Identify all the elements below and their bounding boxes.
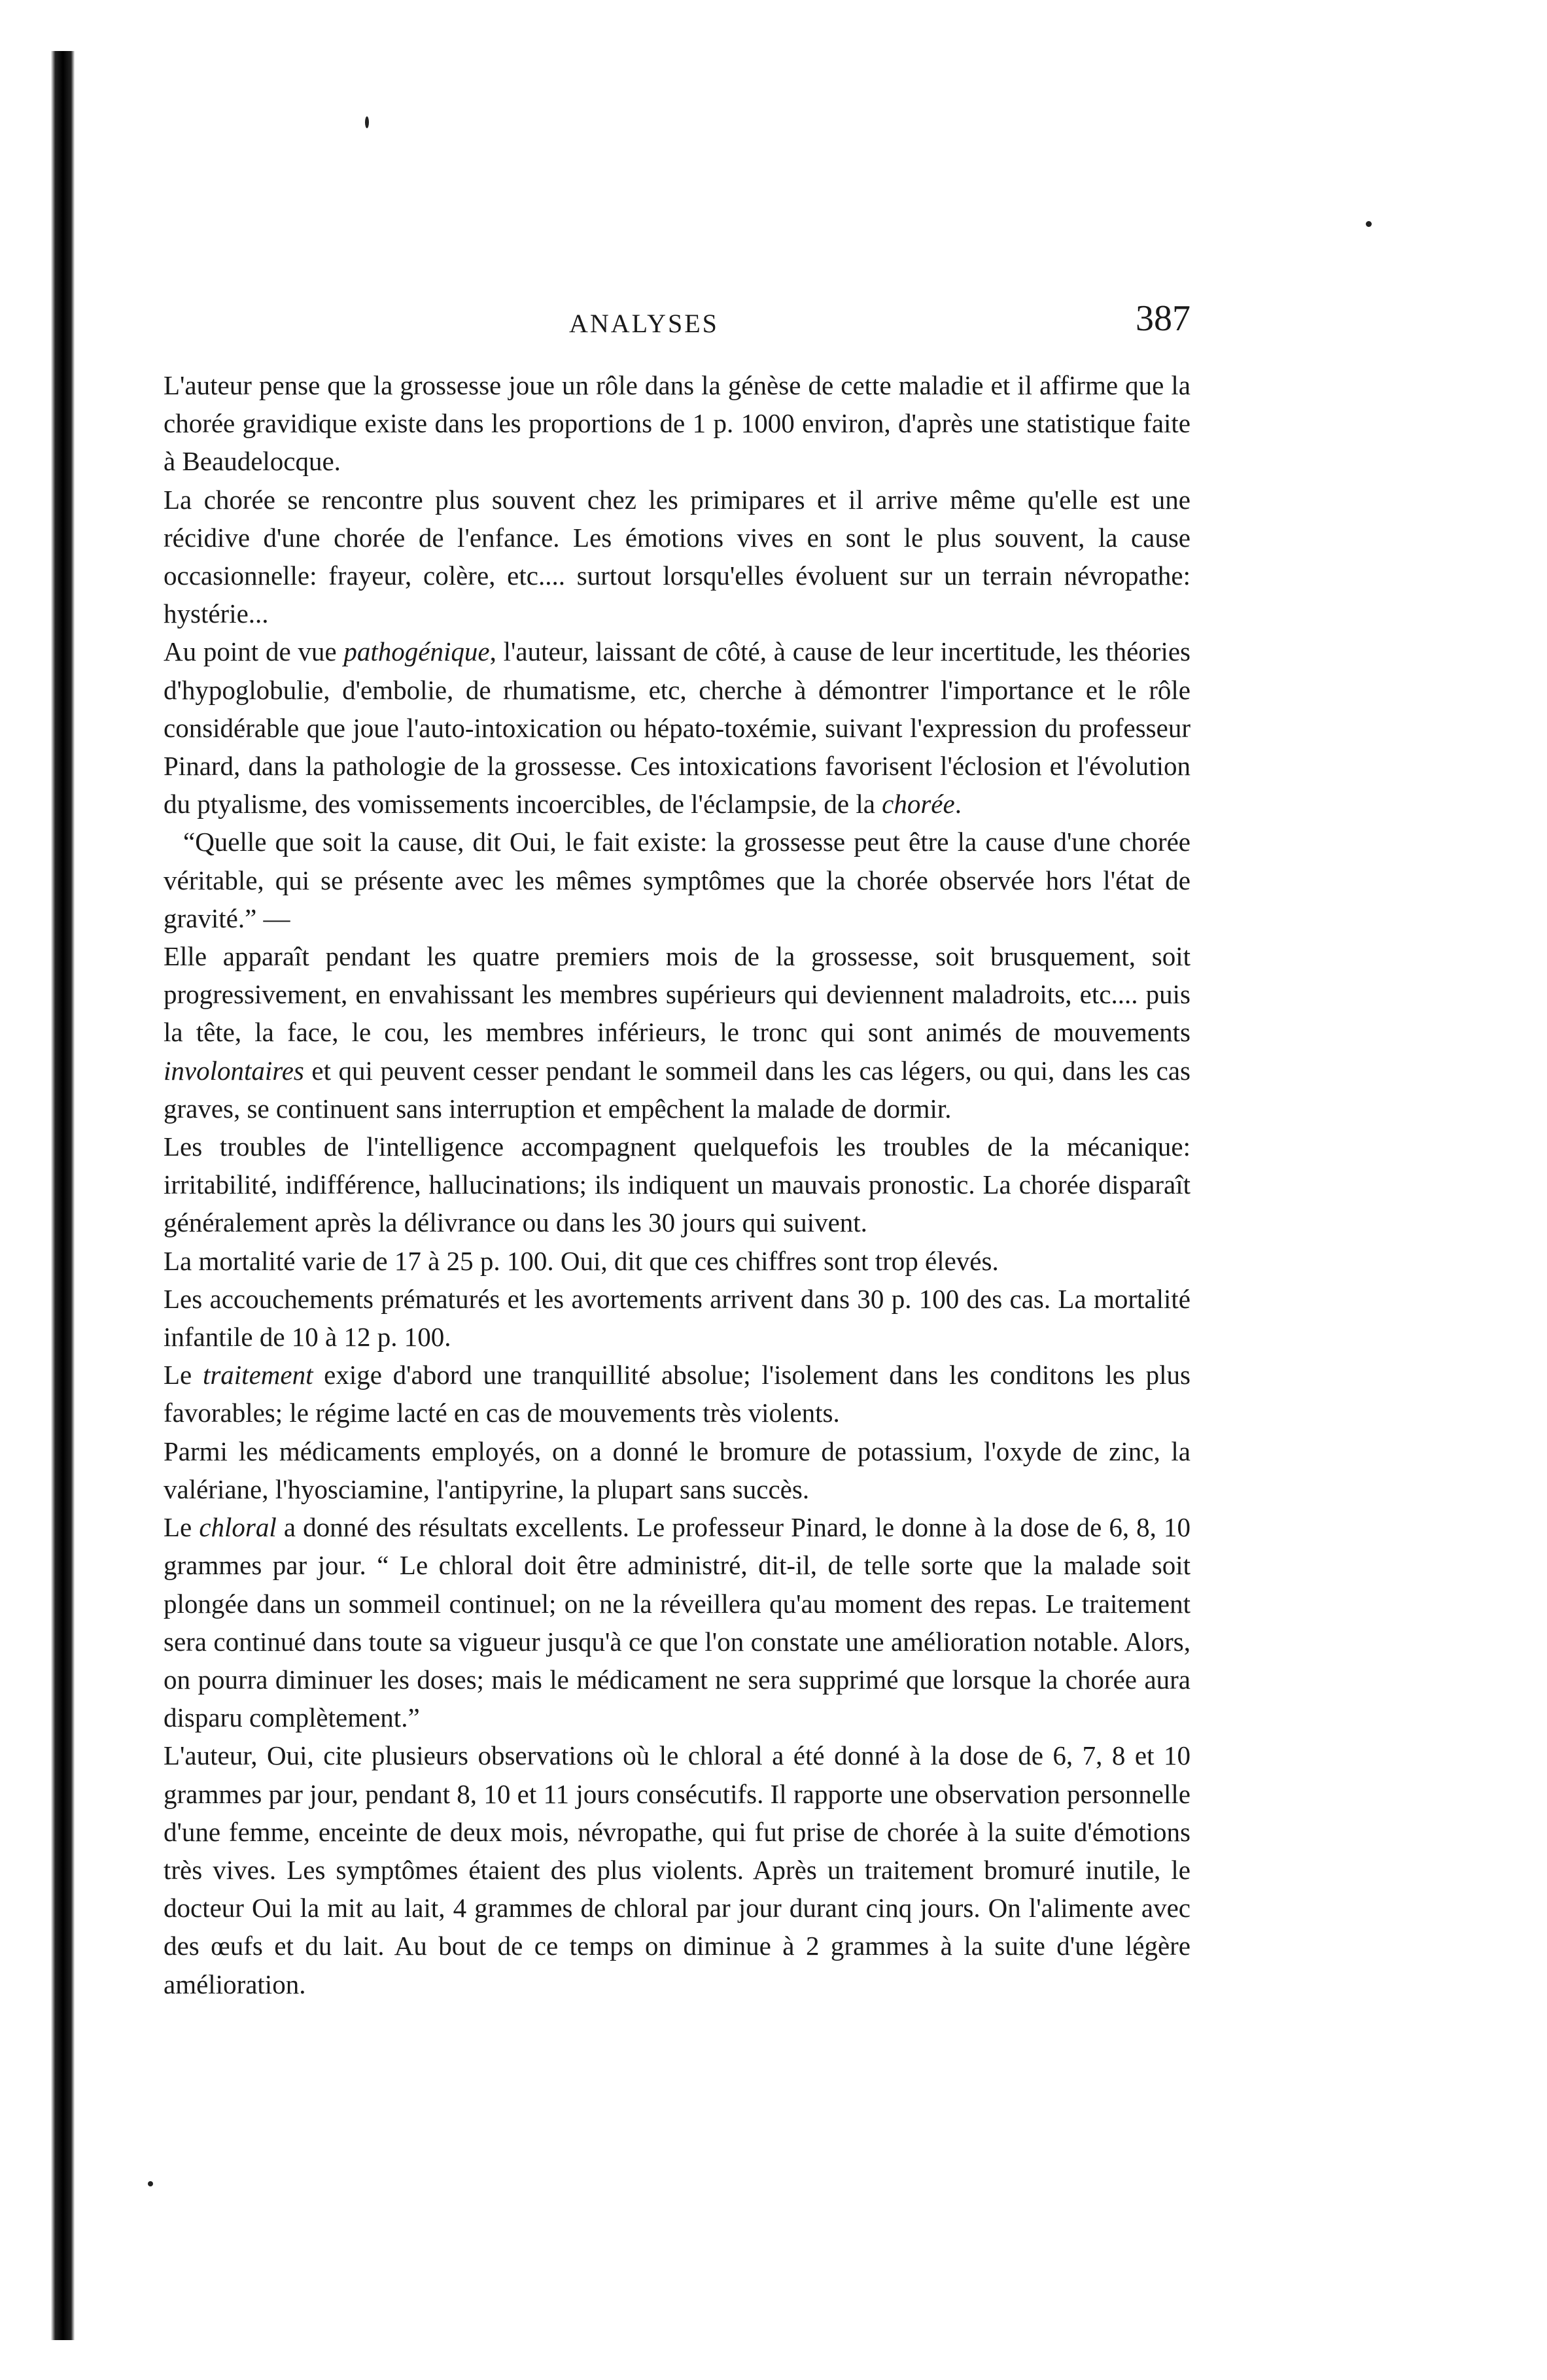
paragraph <box>164 823 1191 937</box>
italic-text: involontaires <box>164 1055 304 1086</box>
paragraph <box>164 1508 1191 1736</box>
paragraph <box>164 1356 1191 1432</box>
text-run: exige d'abord une tranquillité absolue; l'isolement dans les conditons les plus favorables; le régime lacté en cas de mouvements très violents. <box>164 1360 1191 1428</box>
italic-text: pathogénique <box>343 636 490 667</box>
text-run: Parmi les médicaments employés, on a donné le bromure de potassium, l'oxyde de zinc, la valériane, l'hyosciamine, l'antipyrine, la plupart sans succès. <box>164 1436 1191 1504</box>
text-run: a donné des résultats excellents. Le professeur Pinard, le donne à la dose de 6, 8, 10 grammes par jour. “ Le chloral doit être administré, dit-il, de telle sorte que la malade soit plongée dans un sommeil continuel; on ne la réveillera qu'au moment des repas. Le traitement sera continué dans toute sa vigueur jusqu'à ce que l'on constate une amélioration notable. Alors, on pourra diminuer les doses; mais le médicament ne sera supprimé que lorsque la chorée aura disparu complètement.” <box>164 1512 1191 1733</box>
italic-text: chloral <box>199 1512 277 1543</box>
text-run: La mortalité varie de 17 à 25 p. 100. Oui, dit que ces chiffres sont trop élevés. <box>164 1245 999 1276</box>
page-number: 387 <box>1136 298 1191 339</box>
running-title: ANALYSES <box>569 309 719 338</box>
paragraph <box>164 366 1191 481</box>
scan-binding-edge <box>51 51 75 2340</box>
text-run: L'auteur pense que la grossesse joue un rôle dans la génèse de cette maladie et il affirme que la chorée gravidique existe dans les proportions de 1 p. 1000 environ, d'après une statistique faite à Beaudelocque. <box>164 370 1191 477</box>
scan-speck <box>365 116 369 128</box>
text-run: La chorée se rencontre plus souvent chez les primipares et il arrive même qu'elle est une récidive d'une chorée de l'enfance. Les émotions vives en sont le plus souvent, la cause occasionnelle: frayeur, colère, etc.... surtout lorsqu'elles évoluent sur un terrain névropathe: hystérie... <box>164 484 1191 629</box>
text-run: Les troubles de l'intelligence accompagnent quelquefois les troubles de la mécanique: irritabilité, indifférence, hallucinations; ils indiquent un mauvais pronostic. La chorée disparaît généralement après la délivrance ou dans les 30 jours qui suivent. <box>164 1131 1191 1238</box>
text-run: Le <box>164 1512 200 1543</box>
body-text <box>164 366 1191 2003</box>
paragraph <box>164 632 1191 823</box>
paragraph <box>164 1128 1191 1242</box>
text-run: Les accouchements prématurés et les avortements arrivent dans 30 p. 100 des cas. La mortalité infantile de 10 à 12 p. 100. <box>164 1283 1191 1353</box>
text-run: . <box>954 789 962 819</box>
text-run: et qui peuvent cesser pendant le sommeil dans les cas légers, ou qui, dans les cas graves, se continuent sans interruption et empêchent la malade de dormir. <box>164 1055 1191 1124</box>
text-run: “Quelle que soit la cause, dit Oui, le fait existe: la grossesse peut être la cause d'une chorée véritable, qui se présente avec les mêmes symptômes que la chorée observée hors l'état de gravité.” — <box>164 827 1191 933</box>
paragraph <box>164 1280 1191 1356</box>
scan-speck <box>1366 221 1372 227</box>
text-run: , l'auteur, laissant de côté, à cause de leur incertitude, les théories d'hypoglobulie, d'embolie, de rhumatisme, etc, cherche à démontrer l'importance et le rôle considérable que joue l'auto-intoxication ou hépato-toxémie, suivant l'expression du professeur Pinard, dans la pathologie de la grossesse. Ces intoxications favorisent l'éclosion et l'évolution du ptyalisme, des vomissements incoercibles, de l'éclampsie, de la <box>164 636 1191 819</box>
text-run: L'auteur, Oui, cite plusieurs observations où le chloral a été donné à la dose de 6, 7, 8 et 10 grammes par jour, pendant 8, 10 et 11 jours consécutifs. Il rapporte une observation personnelle d'une femme, enceinte de deux mois, névropathe, qui fut prise de chorée à la suite d'émotions très vives. Les symptômes étaient des plus violents. Après un traitement bromuré inutile, le docteur Oui la mit au lait, 4 grammes de chloral par jour durant cinq jours. On l'alimente avec des œufs et du lait. Au bout de ce temps on diminue à 2 grammes à la suite d'une légère amélioration. <box>164 1740 1191 1999</box>
paragraph <box>164 481 1191 633</box>
paragraph <box>164 937 1191 1128</box>
italic-text: chorée <box>882 789 955 819</box>
paragraph <box>164 1432 1191 1508</box>
paragraph <box>164 1242 1191 1280</box>
text-run: Elle apparaît pendant les quatre premiers mois de la grossesse, soit brusquement, soit progressivement, en envahissant les membres supérieurs qui deviennent maladroits, etc.... puis la tête, la face, le cou, les membres inférieurs, le tronc qui sont animés de mouvements <box>164 941 1191 1048</box>
text-run: Le <box>164 1360 203 1390</box>
italic-text: traitement <box>202 1360 313 1390</box>
running-header <box>164 298 1191 350</box>
paragraph <box>164 1736 1191 2003</box>
scan-speck <box>148 2181 153 2186</box>
text-run: Au point de vue <box>164 636 344 667</box>
